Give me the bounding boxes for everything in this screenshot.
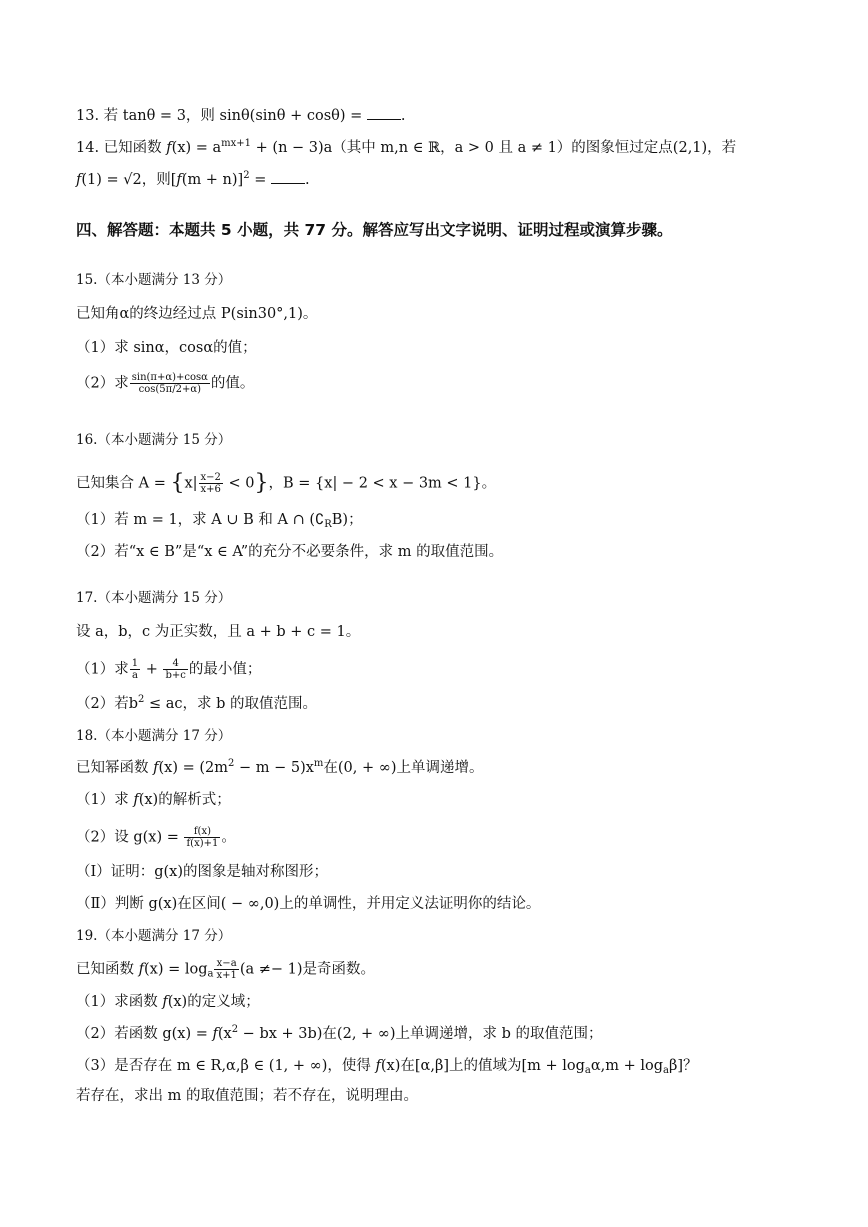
question-text: (x [217,1026,232,1042]
fraction-numerator: x−a [214,958,238,970]
question-text: < 0 [223,475,255,492]
question-text: (x)在[α,β]上的值域为[m + log [380,1058,585,1074]
question-text: 已知函数 [103,140,167,156]
question-15-stem: 已知角α的终边经过点 P(sin30°,1)。 [76,306,318,322]
question-text: α,m + log [590,1058,664,1074]
fraction-denominator: cos(5π/2+α) [138,384,201,395]
fraction [199,472,223,495]
question-13 [76,106,406,126]
right-brace: } [254,470,269,496]
question-17-part1 [76,658,261,681]
question-19-part1 [76,992,260,1012]
question-16-part2: （2）若“x ∈ B”是“x ∈ A”的充分不必要条件，求 m 的取值范围。 [76,544,504,560]
function-symbol: f [375,1058,381,1074]
period: . [400,108,406,124]
question-18-stem [76,758,484,778]
question-text: (x)的定义域； [167,994,260,1010]
exponent: m [313,758,324,769]
fraction-denominator: b+c [165,670,186,681]
question-text: + (n − 3)a（其中 m,n ∈ ℝ，a > 0 且 a ≠ 1）的图象恒过定点(2,1)，若 [251,140,737,156]
function-symbol: f [212,1026,218,1042]
answer-blank [271,170,305,184]
function-symbol: f [153,760,159,776]
question-19-part2 [76,1024,603,1044]
question-text: 在(0, + ∞)上单调递增。 [323,760,484,776]
question-15-part1: （1）求 sinα，cosα的值； [76,340,257,356]
question-14-line2 [76,170,310,190]
question-number: 14. [76,140,100,156]
exponent: 2 [243,170,250,181]
exponent: mx+1 [221,138,252,149]
question-14-line1 [76,138,736,158]
function-symbol: f [138,961,144,978]
left-brace: { [170,470,185,496]
question-text: （1）求函数 [76,994,163,1010]
question-text: 。 [221,829,236,846]
question-text: ≤ ac，求 b 的取值范围。 [144,696,318,712]
question-19-part3 [76,1056,698,1076]
fraction [163,658,187,681]
fraction-numerator: f(x) [184,826,220,838]
subscript: a [663,1065,670,1076]
question-text: (a ≠− 1)是奇函数。 [239,961,376,978]
fraction-numerator: sin(π+α)+cosα [131,372,208,383]
question-19-part3-cont: 若存在，求出 m 的取值范围；若不存在，说明理由。 [76,1088,418,1104]
question-text: 已知集合 A = [76,475,171,492]
question-17-stem: 设 a，b，c 为正实数，且 a + b + c = 1。 [76,624,361,640]
subscript: a [584,1065,591,1076]
fraction [130,658,140,681]
exponent: 2 [138,694,145,705]
question-text: （1）若 m = 1，求 A ∪ B 和 A ∩ (∁ [76,512,325,528]
period: . [304,172,310,188]
fraction-numerator: x−2 [200,472,221,483]
function-symbol: f [76,172,82,188]
question-16-part1 [76,510,363,530]
question-text: （1）求 [76,792,134,808]
question-text: x| [184,475,198,492]
question-18-part1 [76,790,231,810]
question-15-header: 15.（本小题满分 13 分） [76,272,232,288]
fraction [214,958,238,981]
question-18-sub-i: （Ⅰ）证明：g(x)的图象是轴对称图形； [76,864,328,880]
question-19-header: 19.（本小题满分 17 分） [76,928,232,944]
question-text: （2）若函数 g(x) = [76,1026,213,1042]
exponent: 2 [231,1024,239,1035]
question-text: （1）求 [76,661,129,678]
question-text: ，B = {x| − 2 < x − 3m < 1}。 [268,475,497,492]
function-symbol: f [176,172,182,188]
question-text: 已知函数 [76,961,139,978]
question-text: 已知幂函数 [76,760,154,776]
fraction [130,372,210,395]
question-text: （2）若b [76,696,139,712]
fraction-denominator: a [131,670,138,681]
question-text: = [249,172,271,188]
question-text: 的值。 [210,375,255,392]
fraction-numerator: 1 [131,658,139,669]
question-text: 的最小值； [188,661,262,678]
subscript: a [207,968,214,980]
question-text: (1) = √2，则[ [81,172,177,188]
question-text: − bx + 3b)在(2, + ∞)上单调递增，求 b 的取值范围； [238,1026,603,1042]
question-text: B)； [331,512,363,528]
question-text: (x)的解析式； [138,792,231,808]
fraction-denominator: f(x)+1 [186,838,219,849]
question-text: （2）设 g(x) = [76,829,184,846]
question-19-stem [76,958,375,981]
fraction [184,826,220,849]
question-number: 13. [76,108,100,124]
function-symbol: f [133,792,139,808]
subscript: R [324,519,332,530]
fraction-denominator: x+6 [200,484,221,495]
question-text: (x) = a [171,140,222,156]
question-18-part2 [76,826,236,849]
question-15-part2 [76,372,254,395]
question-text: (x) = log [143,961,208,978]
answer-blank [367,106,401,120]
question-text: (x) = (2m [158,760,228,776]
plus-sign: + [141,661,163,678]
question-text: − m − 5)x [234,760,314,776]
question-16-stem [76,472,496,495]
question-text: （2）求 [76,375,129,392]
fraction-numerator: 4 [163,658,187,670]
question-18-header: 18.（本小题满分 17 分） [76,728,232,744]
question-text: β]？ [669,1058,698,1074]
question-16-header: 16.（本小题满分 15 分） [76,432,232,448]
question-text: 若 tanθ = 3，则 sinθ(sinθ + cosθ) = [103,108,367,124]
question-text: （3）是否存在 m ∈ R,α,β ∈ (1, + ∞)，使得 [76,1058,376,1074]
question-17-header: 17.（本小题满分 15 分） [76,590,232,606]
section-heading: 四、解答题：本题共 5 小题，共 77 分。解答应写出文字说明、证明过程或演算步骤。 [76,221,673,239]
question-17-part2 [76,694,317,714]
exponent: 2 [227,758,235,769]
function-symbol: f [162,994,168,1010]
question-text: (m + n)] [181,172,244,188]
function-symbol: f [166,140,172,156]
question-18-sub-ii: （Ⅱ）判断 g(x)在区间( − ∞,0)上的单调性，并用定义法证明你的结论。 [76,896,541,912]
fraction-denominator: x+1 [216,970,237,981]
